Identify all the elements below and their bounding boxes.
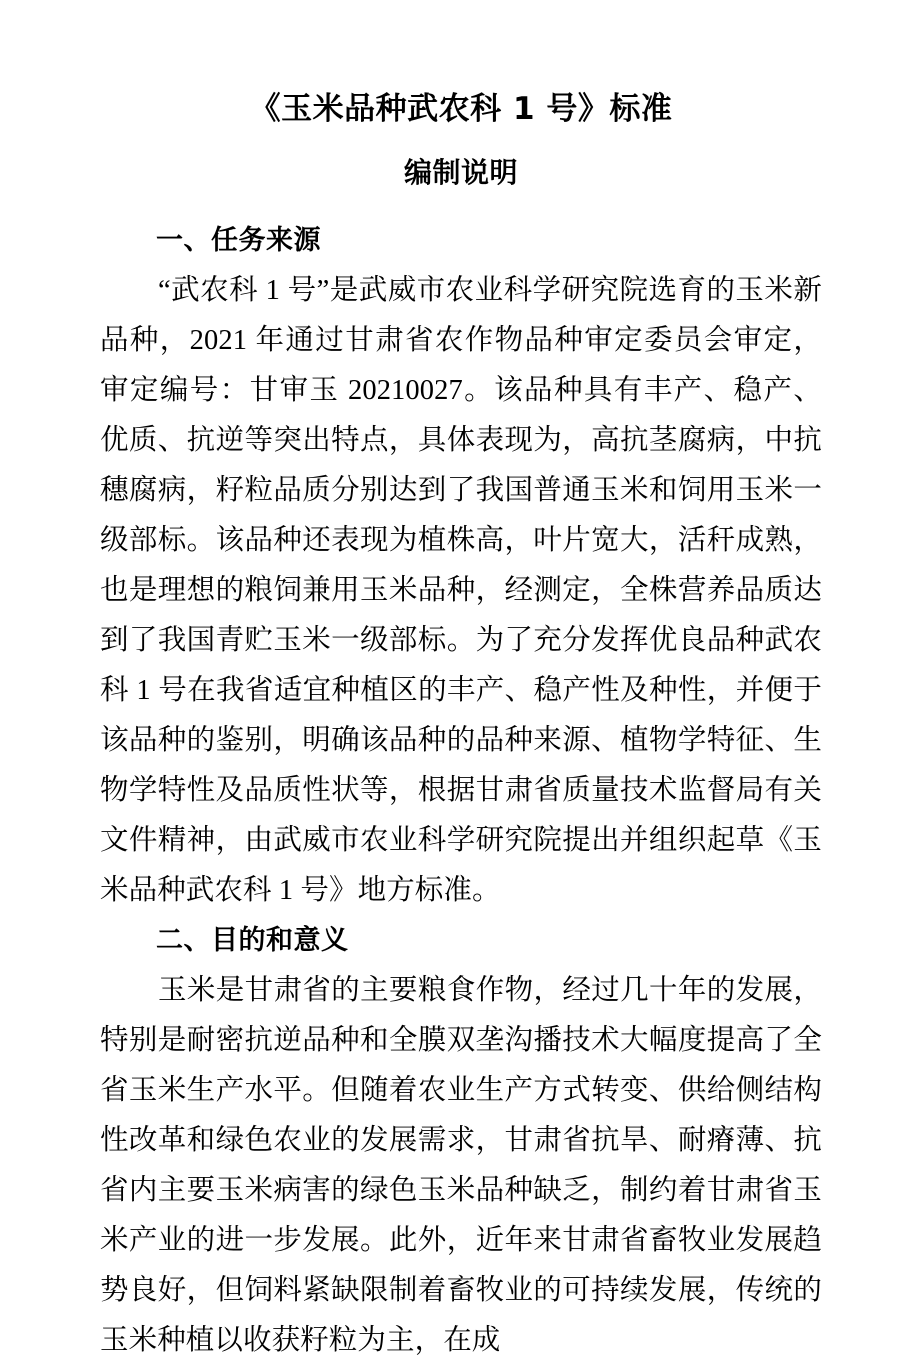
section-1-paragraph-1: “武农科 1 号”是武威市农业科学研究院选育的玉米新品种，2021 年通过甘肃省农作物品种审定委员会审定，审定编号：甘审玉 20210027。该品种具有丰产、稳产、优质、抗逆等突出特点，具体表现为，高抗茎腐病，中抗穗腐病，籽粒品质分别达到了我国普通玉米和饲用玉米一级部标。该品种还表现为植株高，叶片宽大，活秆成熟，也是理想的粮饲兼用玉米品种，经测定，全株营养品质达到了我国青贮玉米一级部标。为了充分发挥优良品种武农科 1 号在我省适宜种植区的丰产、稳产性及种性，并便于该品种的鉴别，明确该品种的品种来源、植物学特征、生物学特性及品质性状等，根据甘肃省质量技术监督局有关文件精神，由武威市农业科学研究院提出并组织起草《玉米品种武农科 1 号》地方标准。	[100, 275, 822, 906]
document-content	[100, 0, 822, 1366]
page-title: 《玉米品种武农科 1 号》标准	[249, 91, 673, 127]
section-heading-1: 一、任务来源	[156, 225, 321, 256]
section-heading-2: 二、目的和意义	[156, 925, 349, 956]
page-subtitle: 编制说明	[403, 156, 518, 189]
section-2-paragraph-1: 玉米是甘肃省的主要粮食作物，经过几十年的发展，特别是耐密抗逆品种和全膜双垄沟播技术大幅度提高了全省玉米生产水平。但随着农业生产方式转变、供给侧结构性改革和绿色农业的发展需求，甘肃省抗旱、耐瘠薄、抗省内主要玉米病害的绿色玉米品种缺乏，制约着甘肃省玉米产业的进一步发展。此外，近年来甘肃省畜牧业发展趋势良好，但饲料紧缺限制着畜牧业的可持续发展，传统的玉米种植以收获籽粒为主，在成	[100, 975, 822, 1356]
